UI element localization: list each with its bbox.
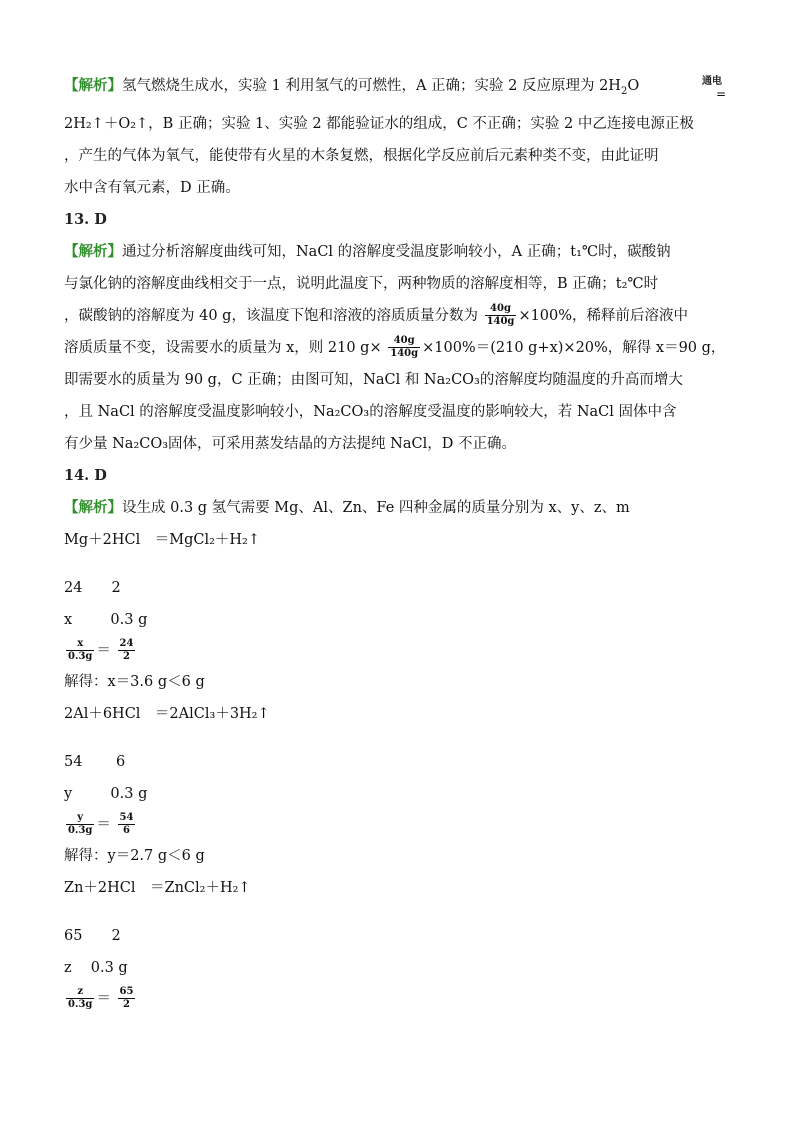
analysis-13: 【解析】通过分析溶解度曲线可知，NaCl 的溶解度受温度影响较小，A 正确；t₁℃时，碳酸钠 与氯化钠的溶解度曲线相交于一点，说明此温度下，两种物质的溶解度相等，B 正确；t₂℃时 ，碳酸钠的溶解度为 40 g，该温度下饱和溶液的溶质质量分数为 $\frac{40g}{140g}$ ×100%，稀释前后溶液中 溶质质量不变，设需要水的质量为 x，则 210 g× $\frac{40g}{140g}$ ×100%＝(210 g+x)×20%，解得 x＝90 g， 即需要水的质量为 90 g，C 正确；由图可知，NaCl 和 Na₂CO₃的溶解度均随温度的升高而增大 ，且 NaCl 的溶解度受温度影响较小，Na₂CO₃的溶解度受温度的影响较大，若 NaCl 固体中含 有少量 Na₂CO₃固体，可采用蒸发结晶的方法提纯 NaCl，D 不正确。 bbox=[64, 242, 726, 452]
al-masses: 54 6 bbox=[64, 753, 126, 770]
mg-solution: 解得：x＝3.6 g＜6 g bbox=[64, 673, 205, 690]
analysis-14-intro: 【解析】设生成 0.3 g 氢气需要 Mg、Al、Zn、Fe 四种金属的质量分别为 x、y、z、m bbox=[64, 498, 630, 516]
al-equation: 2Al＋6HCl ＝2AlCl₃＋3H₂↑ bbox=[64, 705, 270, 722]
al-proportion: $\frac{y}{0.3g}$ ＝ $\frac{54}{6}$ bbox=[68, 812, 134, 837]
mg-masses: 24 2 bbox=[64, 579, 121, 596]
answer-13: 13. D bbox=[64, 210, 107, 228]
mg-proportion: $\frac{x}{0.3g}$ ＝ $\frac{24}{2}$ bbox=[68, 638, 134, 663]
zn-values: z 0.3 g bbox=[64, 959, 128, 976]
page-content bbox=[64, 70, 730, 1014]
zn-equation: Zn＋2HCl ＝ZnCl₂＋H₂↑ bbox=[64, 879, 251, 896]
fraction: $\frac{40g}{140g}$ bbox=[486, 303, 515, 328]
zn-masses: 65 2 bbox=[64, 927, 121, 944]
al-solution: 解得：y＝2.7 g＜6 g bbox=[64, 847, 205, 864]
al-values: y 0.3 g bbox=[64, 785, 148, 802]
answer-14: 14. D bbox=[64, 466, 107, 484]
reaction-condition: 通电 bbox=[702, 76, 722, 87]
zn-proportion: $\frac{z}{0.3g}$ ＝ $\frac{65}{2}$ bbox=[68, 986, 134, 1011]
mg-equation: Mg＋2HCl ＝MgCl₂＋H₂↑ bbox=[64, 531, 261, 548]
reaction-eq-sign: = bbox=[716, 87, 727, 101]
analysis-tag: 【解析】 bbox=[64, 77, 122, 94]
analysis-12: 【解析】氢气燃烧生成水，实验 1 利用氢气的可燃性，A 正确；实验 2 反应原理为 $2H_2O$ 通电 = 2H₂↑＋O₂↑，B 正确；实验 1、实验 2 都能验证水的组成，C 不正确；实验 2 中乙连接电源正极 ，产生的气体为氧气，能使带有火星的木条复燃，根据化学反应前后元素种类不变，由此证明 水中含有氧元素，D 正确。 bbox=[64, 70, 730, 204]
fraction: $\frac{40g}{140g}$ bbox=[390, 335, 419, 360]
mg-values: x 0.3 g bbox=[64, 611, 148, 628]
